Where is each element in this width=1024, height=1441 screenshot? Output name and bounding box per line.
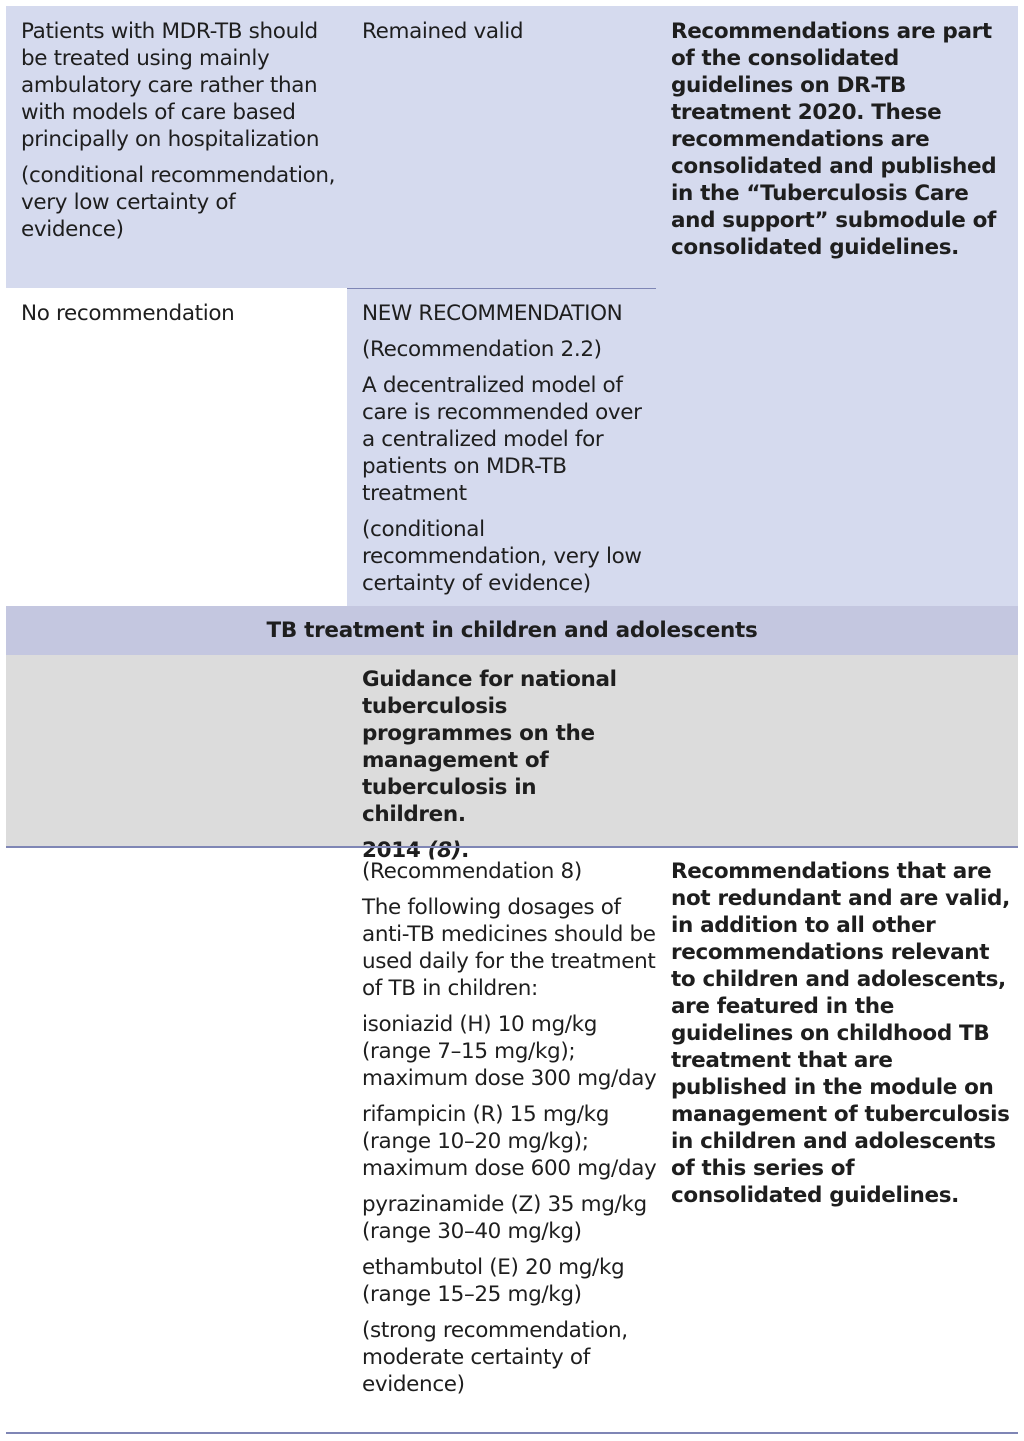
table-bottom-rule xyxy=(6,1432,1018,1434)
recommendation-strength: (conditional recommendation, very low certainty of evidence) xyxy=(362,517,642,596)
dosage-pyrazinamide: pyrazinamide (Z) 35 mg/kg (range 30–40 mg/kg) xyxy=(362,1192,647,1244)
previous-strength: (conditional recommendation, very low certainty of evidence) xyxy=(21,163,336,242)
guidance-year: 2014 xyxy=(362,838,421,863)
recommendation-text: The following dosages of anti-TB medicines should be used daily for the treatment of TB in children: xyxy=(362,895,656,1001)
cell-previous-decentralized xyxy=(6,289,347,606)
cell-comment-consolidated xyxy=(671,18,1011,270)
new-recommendation-label: NEW RECOMMENDATION xyxy=(362,301,623,326)
recommendations-table xyxy=(6,6,1018,1436)
guidance-title: Guidance for national tuberculosis programmes on the management of tuberculosis in children. xyxy=(362,667,617,827)
dosage-isoniazid: isoniazid (H) 10 mg/kg (range 7–15 mg/kg); maximum dose 300 mg/day xyxy=(362,1012,657,1091)
row-divider xyxy=(6,846,1018,848)
cell-comment-children xyxy=(671,858,1011,1218)
guidance-row xyxy=(6,655,1018,863)
status-text: Remained valid xyxy=(362,19,524,44)
section-header xyxy=(6,606,1018,655)
cell-status-ambulatory xyxy=(362,18,652,54)
guidance-end: . xyxy=(461,838,469,863)
recommendation-number: (Recommendation 2.2) xyxy=(362,337,602,362)
comment-text: Recommendations are part of the consolidated guidelines on DR-TB treatment 2020. These recommendations are consolidated and published in the “Tuberculosis Care and support” submodule of consolidated guidelines. xyxy=(671,19,997,260)
comment-text: Recommendations that are not redundant and are valid, in addition to all other recommendations relevant to children and adolescents, are featured in the guidelines on childhood TB treatment that are published in the module on management of tuberculosis in children and adolescents of this series of consolidated guidelines. xyxy=(671,859,1010,1208)
cell-previous-ambulatory xyxy=(21,18,341,252)
section-title: TB treatment in children and adolescents xyxy=(266,618,758,643)
recommendation-strength: (strong recommendation, moderate certainty of evidence) xyxy=(362,1318,628,1397)
previous-text: No recommendation xyxy=(21,301,235,326)
cell-status-dosages xyxy=(362,858,658,1407)
dosage-ethambutol: ethambutol (E) 20 mg/kg (range 15–25 mg/kg) xyxy=(362,1255,625,1307)
dosage-rifampicin: rifampicin (R) 15 mg/kg (range 10–20 mg/kg); maximum dose 600 mg/day xyxy=(362,1102,657,1181)
previous-text: Patients with MDR-TB should be treated using mainly ambulatory care rather than with models of care based principally on hospitalization xyxy=(21,19,320,152)
recommendation-text: A decentralized model of care is recommended over a centralized model for patients on MDR-TB treatment xyxy=(362,373,642,506)
guidance-ref: (8) xyxy=(427,838,462,863)
cell-status-decentralized xyxy=(347,289,656,606)
recommendation-number: (Recommendation 8) xyxy=(362,859,582,884)
